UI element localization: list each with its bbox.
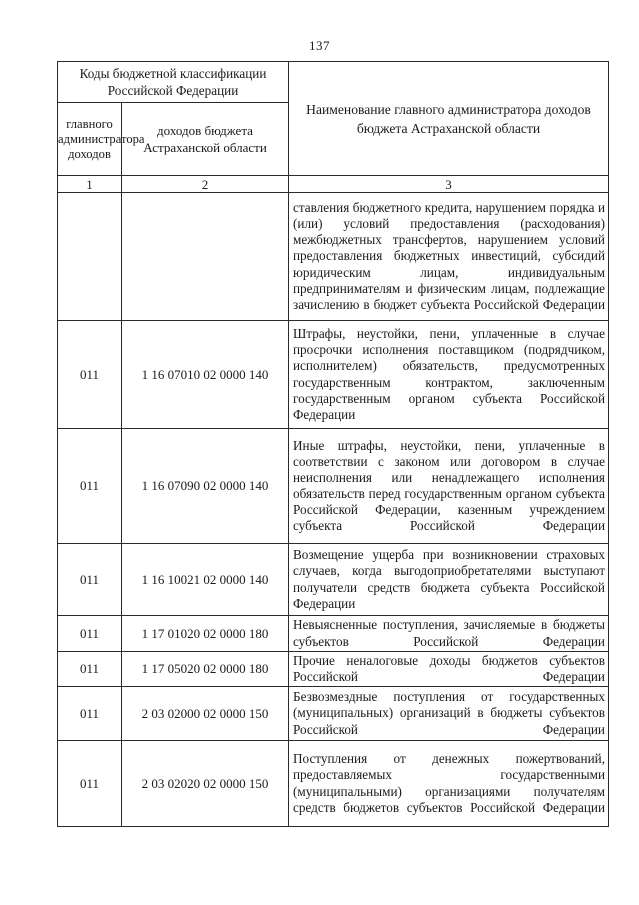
income-code-cell: 1 16 07010 02 0000 140 (122, 321, 289, 429)
income-code-cell: 1 17 05020 02 0000 180 (122, 652, 289, 687)
admin-code-cell: 011 (58, 321, 122, 429)
admin-code-cell: 011 (58, 652, 122, 687)
table-row (58, 429, 609, 544)
admin-code-cell: 011 (58, 616, 122, 652)
description-cell: Поступления от денежных пожертвований, предоставляемых государственными (муниципальными) организациями получателям средств бюджетов субъектов Российской Федерации (289, 741, 609, 827)
admin-code-cell: 011 (58, 741, 122, 827)
column-number-3: 3 (289, 176, 609, 193)
income-code-cell: 1 16 07090 02 0000 140 (122, 429, 289, 544)
budget-classification-table (57, 61, 609, 827)
column-number-2: 2 (122, 176, 289, 193)
description-cell: Прочие неналоговые доходы бюджетов субъектов Российской Федерации (289, 652, 609, 687)
table-row (58, 193, 609, 321)
table-row (58, 321, 609, 429)
header-row-group (58, 62, 609, 103)
income-code-cell (122, 193, 289, 321)
header-group-title: Коды бюджетной классификации Российской Федерации (58, 62, 289, 103)
description-cell: Иные штрафы, неустойки, пени, уплаченные в соответствии с законом или договором в случае неисполнения или ненадлежащего исполнения обязательств перед государственным органом субъекта Российской Федерации, казенным учреждением субъекта Российской Федерации (289, 429, 609, 544)
column-number-1: 1 (58, 176, 122, 193)
admin-code-cell: 011 (58, 687, 122, 741)
description-cell: Возмещение ущерба при возникновении страховых случаев, когда выгодоприобретателями выступают получатели средств бюджета субъекта Российской Федерации (289, 544, 609, 616)
admin-code-cell (58, 193, 122, 321)
header-admin-column: главного администратора доходов (58, 103, 122, 176)
income-code-cell: 1 16 10021 02 0000 140 (122, 544, 289, 616)
table-row (58, 544, 609, 616)
description-cell: Безвозмездные поступления от государственных (муниципальных) организаций в бюджеты субъектов Российской Федерации (289, 687, 609, 741)
description-cell: Штрафы, неустойки, пени, уплаченные в случае просрочки исполнения поставщиком (подрядчиком, исполнителем) обязательств, предусмотренных государственным контрактом, заключенным государственным органом субъекта Российской Федерации (289, 321, 609, 429)
column-number-row (58, 176, 609, 193)
table-row (58, 616, 609, 652)
table-row (58, 687, 609, 741)
admin-code-cell: 011 (58, 429, 122, 544)
header-income-column: доходов бюджета Астраханской области (122, 103, 289, 176)
description-cell: ставления бюджетного кредита, нарушением порядка и (или) условий предоставления (расходования) межбюджетных трансфертов, нарушением условий предоставления бюджетных инвестиций, субсидий юридическим лицам, индивидуальным предпринимателям и физическим лицам, подлежащие зачислению в бюджет субъекта Российской Федерации (289, 193, 609, 321)
header-name-column: Наименование главного администратора доходов бюджета Астраханской области (289, 62, 609, 176)
table-row (58, 652, 609, 687)
page-number: 137 (309, 38, 330, 53)
description-cell: Невыясненные поступления, зачисляемые в бюджеты субъектов Российской Федерации (289, 616, 609, 652)
income-code-cell: 2 03 02020 02 0000 150 (122, 741, 289, 827)
table-row (58, 741, 609, 827)
income-code-cell: 2 03 02000 02 0000 150 (122, 687, 289, 741)
income-code-cell: 1 17 01020 02 0000 180 (122, 616, 289, 652)
admin-code-cell: 011 (58, 544, 122, 616)
